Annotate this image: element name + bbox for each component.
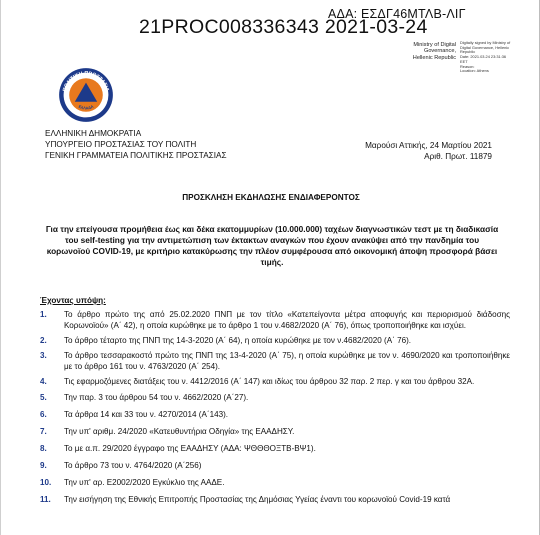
protocol-id: 21PROC008336343 2021-03-24	[139, 16, 428, 38]
list-item-text: Τα άρθρα 14 και 33 του ν. 4270/2014 (Α΄143).	[64, 410, 229, 420]
list-item-number: 1.	[40, 310, 47, 319]
signature-detail-line: Reason:	[460, 63, 475, 69]
list-item	[40, 393, 510, 404]
signature-issuer-line: Ministry of Digital	[413, 42, 456, 48]
list-item	[40, 427, 510, 438]
list-item-number: 7.	[40, 427, 47, 437]
signature-issuer-line: Hellenic Republic	[412, 54, 456, 61]
document-date: Μαρούσι Αττικής, 24 Μαρτίου 2021	[365, 141, 492, 150]
invitation-title: ΠΡΟΣΚΛΗΣΗ ΕΚΔΗΛΩΣΗΣ ΕΝΔΙΑΦΕΡΟΝΤΟΣ	[182, 193, 360, 202]
subject-paragraph: Για την επείγουσα προμήθεια έως και δέκα εκατομμυρίων (10.000.000) ταχέων διαγνωστικών τεστ με τη διαδικασία του self-testing για την αντιμετώπιση των έκτακτων αναγκών που έχουν ανακύψει από την πανδημία του κορωνοϊού COVID-19, με κριτήριο κατακύρωσης την πλέον συμφέρουσα από οικονομική άποψη προσφορά βάσει τιμής.	[45, 224, 499, 267]
list-item	[40, 478, 510, 489]
list-item	[40, 351, 510, 373]
issuer-block	[45, 129, 227, 161]
signature-issuer-line: Governance,	[423, 48, 456, 55]
issuer-line: ΕΛΛΗΝΙΚΗ ΔΗΜΟΚΡΑΤΙΑ	[45, 129, 142, 138]
list-item-text: Το άρθρο τεσσαρακοστό πρώτο της ΠΝΠ της 13-4-2020 (Α΄ 75), η οποία κυρώθηκε με τον ν. 4690/2020 και τροποποιήθηκε με το άρθρο 161 του ν. 4763/2020 (Α΄ 254).	[64, 350, 510, 371]
list-item-text: Την παρ. 3 του άρθρου 54 του ν. 4662/2020 (Α΄27).	[64, 393, 249, 403]
signature-detail-line: EET	[460, 58, 468, 64]
signature-details	[460, 41, 535, 74]
ada-code: ΑΔΑ: ΕΣΔΓ46ΜΤΛΒ-ΛΙΓ	[328, 7, 466, 21]
list-item	[40, 444, 510, 455]
list-item	[40, 495, 510, 506]
list-item-text: Την εισήγηση της Εθνικής Επιτροπής Προστασίας της Δημόσιας Υγείας έναντι του κορωνοϊού Covid-19 κατά	[64, 494, 451, 504]
list-item-number: 4.	[40, 376, 47, 386]
considerations-list	[40, 310, 510, 506]
signature-detail-line: Republic	[460, 49, 476, 55]
list-item	[40, 377, 510, 388]
list-item-number: 2.	[40, 335, 47, 345]
list-item-number: 11.	[40, 494, 51, 504]
list-item	[40, 336, 510, 347]
signature-detail-line: Location: Athens	[460, 68, 489, 74]
list-item	[40, 410, 510, 421]
list-item-text: Την υπ' αρ. Ε2002/2020 Εγκύκλιο της ΑΑΔΕ.	[64, 477, 225, 487]
list-item-number: 8.	[40, 444, 47, 454]
list-item-text: Τις εφαρμοζόμενες διατάξεις του ν. 4412/2016 (Α΄ 147) και ιδίως του άρθρου 32 παρ. 2 περ. γ και του άρθρου 32Α.	[64, 376, 475, 386]
list-item-text: Την υπ' αριθμ. 24/2020 «Κατευθυντήρια Οδηγία» της ΕΑΑΔΗΣΥ.	[64, 427, 295, 437]
list-item-number: 6.	[40, 410, 47, 420]
issuer-line: ΓΕΝΙΚΗ ΓΡΑΜΜΑΤΕΙΑ ΠΟΛΙΤΙΚΗΣ ΠΡΟΣΤΑΣΙΑΣ	[45, 150, 227, 160]
emblem-ring-text: ΠΟΛΙΤΙΚΗ ΠΡΟΣΤΑΣΙΑ	[62, 70, 110, 93]
signature-detail-line: Date: 2021.03.24 23:31:36	[460, 54, 507, 60]
issuer-line: ΥΠΟΥΡΓΕΙΟ ΠΡΟΣΤΑΣΙΑΣ ΤΟΥ ΠΟΛΙΤΗ	[45, 139, 197, 149]
protocol-number: Αριθ. Πρωτ. 11879	[424, 152, 492, 162]
list-item	[40, 310, 510, 332]
signature-detail-line: Digitally signed by Ministry of	[460, 40, 511, 45]
list-item	[40, 461, 510, 472]
signature-issuer	[394, 42, 456, 61]
list-item-number: 3.	[40, 350, 47, 360]
considering-heading: Έχοντας υπόψη:	[40, 296, 106, 305]
list-item-number: 10.	[40, 477, 52, 487]
list-item-text: Το άρθρο τέταρτο της ΠΝΠ της 14-3-2020 (Α΄ 64), η οποία κυρώθηκε με τον ν.4682/2020 (Α΄ 76).	[64, 335, 412, 345]
list-item-number: 9.	[40, 461, 47, 471]
date-protocol-block	[346, 140, 492, 162]
emblem-bottom-text: ΕΛΛΑΔΑ	[77, 103, 95, 111]
list-item-text: Το άρθρο 73 του ν. 4764/2020 (Α΄256)	[64, 461, 202, 471]
signature-detail-line: Digital Governance, Hellenic	[460, 44, 510, 50]
list-item-text: Το άρθρο πρώτο της από 25.02.2020 ΠΝΠ με τον τίτλο «Κατεπείγοντα μέτρα αποφυγής και περιορισμού διάδοσης Κορωνοϊού» (Α΄ 42), η οποία κυρώθηκε με το άρθρο 1 του ν.4682/2020 (Α΄ 76), όπως τροποποιήθηκε και ισχύει.	[64, 310, 510, 330]
list-item-text: Το με α.π. 29/2020 έγγραφο της ΕΑΑΔΗΣΥ (ΑΔΑ: ΨΘΘΘΟΞΤΒ-ΒΨ1).	[64, 444, 316, 454]
list-item-number: 5.	[40, 393, 47, 403]
civil-protection-emblem	[58, 67, 114, 123]
